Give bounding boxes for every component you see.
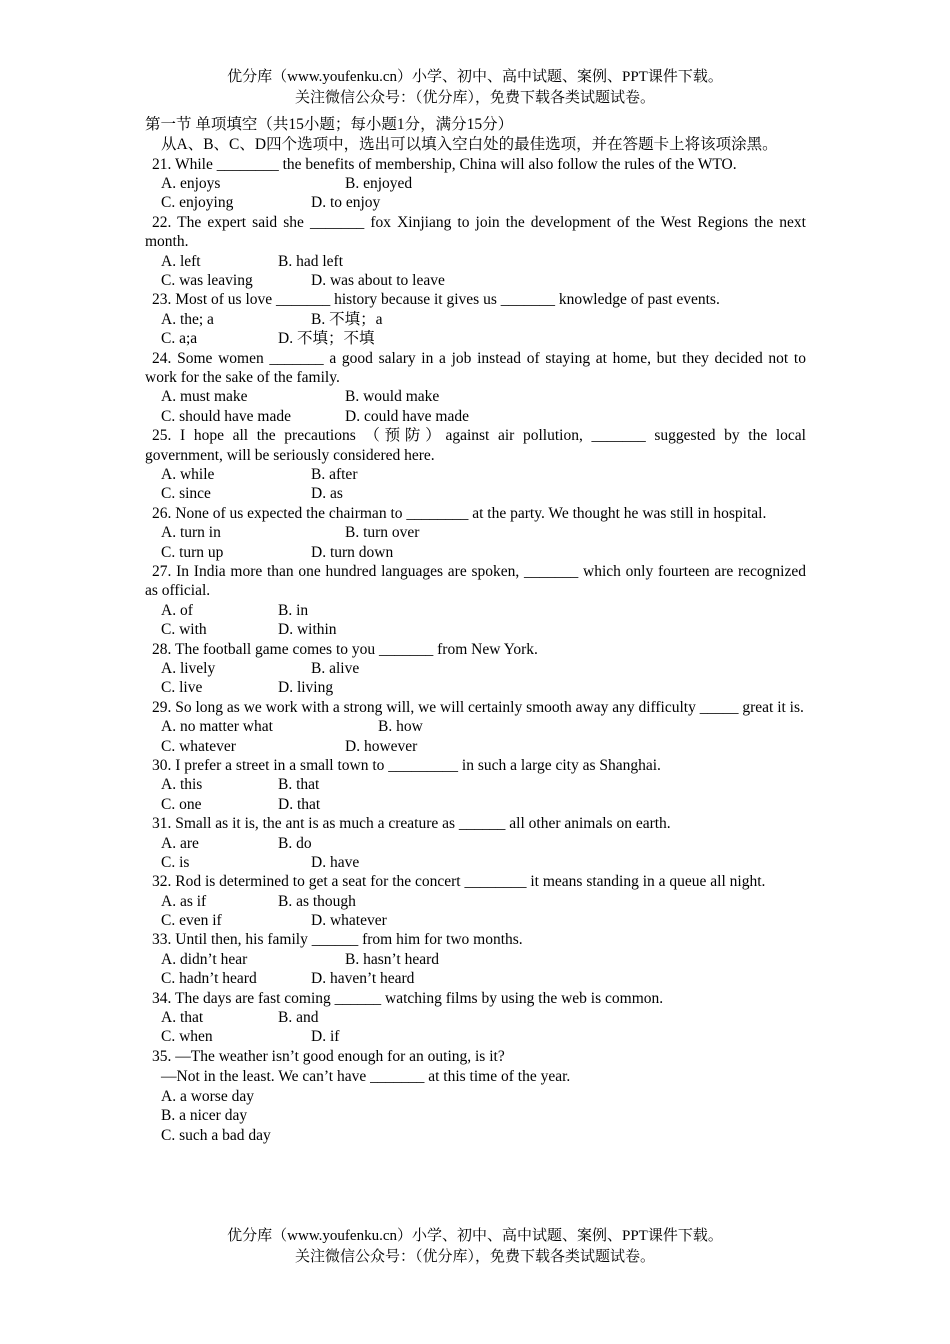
option-d: D. living bbox=[278, 679, 334, 697]
question-text: 22. The expert said she _______ fox Xinjiang to join the development of the West Regions the next month. bbox=[145, 213, 806, 251]
option-row bbox=[145, 853, 806, 872]
option-row bbox=[145, 193, 806, 212]
option-c: C. even if bbox=[161, 912, 222, 930]
option-row bbox=[145, 523, 806, 542]
question-21 bbox=[145, 155, 806, 213]
header-line-2: 关注微信公众号：（优分库），免费下载各类试题试卷。 bbox=[294, 90, 655, 106]
question-25 bbox=[145, 426, 806, 504]
option-b: B. a nicer day bbox=[161, 1107, 248, 1125]
option-c: C. enjoying bbox=[161, 194, 234, 212]
question-24 bbox=[145, 349, 806, 427]
option-row bbox=[145, 271, 806, 290]
option-d: D. have bbox=[311, 853, 360, 871]
option-c: C. was leaving bbox=[161, 271, 253, 289]
option-b: B. had left bbox=[278, 252, 343, 270]
option-c: C. should have made bbox=[161, 407, 292, 425]
option-b: B. alive bbox=[311, 659, 360, 677]
option-d: D. within bbox=[278, 621, 337, 639]
question-33 bbox=[145, 930, 806, 988]
option-b: B. hasn’t heard bbox=[345, 950, 439, 968]
question-22 bbox=[145, 213, 806, 291]
question-31 bbox=[145, 814, 806, 872]
option-row bbox=[145, 543, 806, 562]
question-text: 24. Some women _______ a good salary in a job instead of staying at home, but they decided not to work for the sake of the family. bbox=[145, 349, 806, 386]
question-text: 31. Small as it is, the ant is as much a creature as ______ all other animals on earth. bbox=[152, 815, 671, 833]
option-b: B. enjoyed bbox=[345, 175, 413, 192]
option-a: A. as if bbox=[161, 892, 207, 910]
option-a: A. no matter what bbox=[161, 718, 273, 736]
option-row bbox=[145, 1027, 806, 1046]
option-c: C. such a bad day bbox=[161, 1126, 271, 1144]
question-30 bbox=[145, 756, 806, 814]
option-b: B. 不填；a bbox=[311, 310, 383, 328]
option-d: D. haven’t heard bbox=[311, 970, 415, 988]
question-23 bbox=[145, 290, 806, 348]
footer-line-1: 优分库（www.youfenku.cn）小学、初中、高中试题、案例、PPT课件下载。 bbox=[227, 1228, 723, 1244]
option-row bbox=[145, 310, 806, 329]
option-row bbox=[145, 174, 806, 193]
option-row bbox=[145, 717, 806, 736]
option-a: A. must make bbox=[161, 388, 248, 406]
option-d: D. that bbox=[278, 795, 321, 813]
question-26 bbox=[145, 504, 806, 562]
option-d: D. turn down bbox=[311, 543, 394, 561]
question-text: 30. I prefer a street in a small town to _________ in such a large city as Shanghai. bbox=[152, 756, 661, 774]
option-b: B. and bbox=[278, 1009, 319, 1027]
option-d: D. 不填；不填 bbox=[278, 330, 375, 348]
option-row bbox=[145, 678, 806, 697]
option-a: A. lively bbox=[161, 659, 216, 677]
option-d: D. however bbox=[345, 737, 418, 755]
option-b: B. how bbox=[378, 718, 423, 736]
page-footer bbox=[0, 1226, 950, 1268]
option-a: A. enjoys bbox=[161, 175, 221, 192]
question-29 bbox=[145, 698, 806, 756]
option-row bbox=[145, 465, 806, 484]
question-text: 32. Rod is determined to get a seat for the concert ________ it means standing in a queue all night. bbox=[152, 873, 766, 891]
option-d: D. if bbox=[311, 1028, 340, 1046]
option-a: A. the; a bbox=[161, 310, 214, 328]
option-c: C. when bbox=[161, 1028, 213, 1046]
option-row bbox=[145, 620, 806, 639]
option-c: C. whatever bbox=[161, 737, 236, 755]
option-d: D. could have made bbox=[345, 407, 469, 425]
option-c: C. a;a bbox=[161, 330, 198, 348]
question-35 bbox=[145, 1047, 806, 1145]
option-row bbox=[145, 911, 806, 930]
header-line-1: 优分库（www.youfenku.cn）小学、初中、高中试题、案例、PPT课件下载。 bbox=[227, 69, 723, 85]
section-instruction: 从A、B、C、D四个选项中，选出可以填入空白处的最佳选项，并在答题卡上将该项涂黑。 bbox=[161, 136, 778, 153]
option-d: D. to enjoy bbox=[311, 194, 381, 212]
option-row bbox=[145, 950, 806, 969]
question-text: 21. While ________ the benefits of membership, China will also follow the rules of the WTO. bbox=[152, 155, 737, 173]
question-text: 35. —The weather isn’t good enough for an outing, is it? bbox=[152, 1047, 505, 1065]
question-text: 33. Until then, his family ______ from him for two months. bbox=[152, 931, 523, 949]
option-row bbox=[145, 329, 806, 348]
option-a: A. of bbox=[161, 601, 193, 619]
option-c: C. live bbox=[161, 679, 203, 697]
option-row bbox=[145, 834, 806, 853]
option-row bbox=[145, 969, 806, 988]
question-text: 25. I hope all the precautions （预防）against air pollution, _______ suggested by the local government, will be seriously considered here. bbox=[145, 427, 806, 464]
option-d: D. was about to leave bbox=[311, 271, 445, 289]
option-c: C. one bbox=[161, 795, 202, 813]
option-d: D. as bbox=[311, 485, 343, 503]
question-text: 28. The football game comes to you _______ from New York. bbox=[152, 640, 538, 658]
option-row bbox=[145, 387, 806, 406]
option-a: A. this bbox=[161, 776, 203, 794]
option-a: A. that bbox=[161, 1009, 204, 1027]
option-a: A. while bbox=[161, 465, 215, 483]
option-c: C. is bbox=[161, 853, 190, 871]
question-text: 23. Most of us love _______ history because it gives us _______ knowledge of past events. bbox=[152, 291, 720, 309]
option-row bbox=[145, 484, 806, 503]
question-32 bbox=[145, 872, 806, 930]
option-d: D. whatever bbox=[311, 912, 387, 930]
question-text: 26. None of us expected the chairman to ________ at the party. We thought he was still in hospital. bbox=[152, 504, 767, 522]
option-c: C. turn up bbox=[161, 543, 224, 561]
option-b: B. as though bbox=[278, 892, 356, 910]
option-b: B. that bbox=[278, 776, 320, 794]
option-b: B. turn over bbox=[345, 524, 420, 542]
option-row bbox=[145, 252, 806, 271]
option-row bbox=[145, 795, 806, 814]
option-row bbox=[145, 659, 806, 678]
option-a: A. left bbox=[161, 252, 201, 270]
question-28 bbox=[145, 640, 806, 698]
option-a: A. turn in bbox=[161, 524, 221, 542]
option-c: C. with bbox=[161, 621, 207, 639]
option-b: B. would make bbox=[345, 388, 440, 406]
question-text: 29. So long as we work with a strong will, we will certainly smooth away any difficulty _____ great it is. bbox=[152, 698, 804, 716]
question-27 bbox=[145, 562, 806, 640]
option-b: B. in bbox=[278, 601, 309, 619]
option-a: A. a worse day bbox=[161, 1087, 254, 1105]
question-text: 34. The days are fast coming ______ watching films by using the web is common. bbox=[152, 989, 664, 1007]
option-a: A. didn’t hear bbox=[161, 950, 248, 968]
page-header bbox=[0, 67, 950, 109]
exam-content bbox=[145, 115, 806, 1145]
option-row bbox=[145, 892, 806, 911]
option-row bbox=[145, 775, 806, 794]
question-34 bbox=[145, 989, 806, 1047]
option-b: B. do bbox=[278, 834, 312, 852]
option-b: B. after bbox=[311, 465, 358, 483]
section-title: 第一节 单项填空（共15小题；每小题1分，满分15分） bbox=[145, 116, 514, 133]
question-reply: —Not in the least. We can’t have _______ at this time of the year. bbox=[161, 1067, 571, 1085]
option-a: A. are bbox=[161, 834, 199, 852]
option-row bbox=[145, 601, 806, 620]
footer-line-2: 关注微信公众号：（优分库），免费下载各类试题试卷。 bbox=[294, 1249, 655, 1265]
question-text: 27. In India more than one hundred languages are spoken, _______ which only fourteen are recognized as official. bbox=[145, 562, 806, 600]
option-row bbox=[145, 407, 806, 426]
option-row bbox=[145, 1008, 806, 1027]
option-c: C. since bbox=[161, 485, 211, 503]
option-row bbox=[145, 737, 806, 756]
option-c: C. hadn’t heard bbox=[161, 970, 257, 988]
